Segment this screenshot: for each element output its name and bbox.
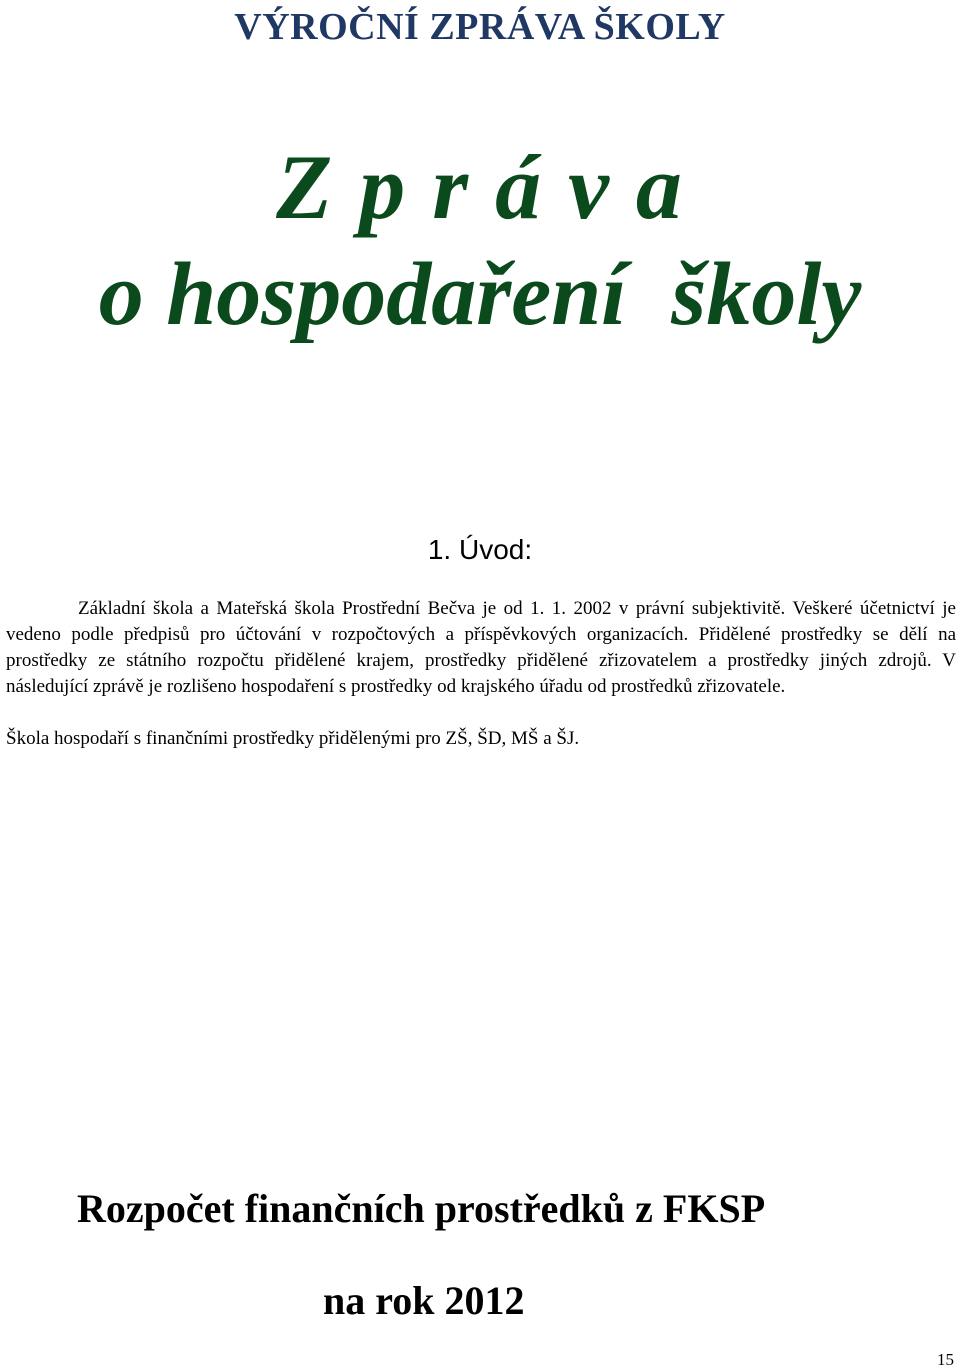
fksp-budget-title: Rozpočet finančních prostředků z FKSP: [77, 1186, 766, 1231]
page-header: VÝROČNÍ ZPRÁVA ŠKOLY: [234, 6, 726, 48]
section-heading-intro: 1. Úvod:: [427, 534, 533, 565]
intro-paragraph: Základní škola a Mateřská škola Prostřední Bečva je od 1. 1. 2002 v právní subjektivitě. Veškeré účetnictví je vedeno podle předpisů pro účtování v rozpočtových a příspěvkových organizacích. Přidělené prostředky se dělí na prostředky ze státního rozpočtu přidělené krajem, prostředky přidělené zřizovatelem a prostředky jiných zdrojů. V následující zprávě je rozlišeno hospodaření s prostředky od krajského úřadu od prostředků zřizovatele.: [6, 598, 956, 697]
page-number: 15: [937, 1350, 954, 1369]
report-title-line2: o hospodaření školy: [98, 245, 862, 344]
fksp-budget-year: na rok 2012: [323, 1278, 525, 1323]
intro-paragraph-funds: Škola hospodaří s finančními prostředky přidělenými pro ZŠ, ŠD, MŠ a ŠJ.: [6, 728, 580, 749]
report-title-line1: Z p r á v a: [276, 136, 684, 238]
